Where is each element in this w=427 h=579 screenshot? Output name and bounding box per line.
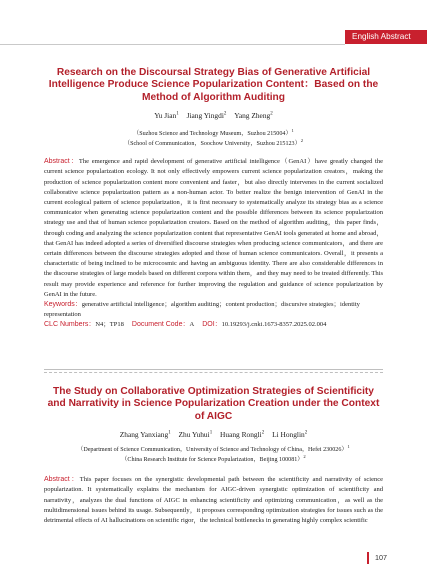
article-2 bbox=[44, 386, 383, 526]
article-2-authors bbox=[44, 430, 383, 440]
divider bbox=[44, 369, 383, 370]
abstract-label: Abstract： bbox=[44, 158, 79, 166]
doc-code-label: Document Code： bbox=[131, 321, 190, 329]
article-1-classification bbox=[44, 320, 383, 331]
author: Jiang Yingdi$^2$ bbox=[186, 111, 227, 121]
affiliation: （School of Communication，Soochow University，Suzhou 215123）$^2$ bbox=[123, 138, 303, 148]
author: Zhu Yuhui$^1$ bbox=[178, 430, 213, 440]
affiliation: （China Research Institute for Science Popularization，Beijing 100081）$^2$ bbox=[121, 454, 306, 464]
article-1-abstract bbox=[44, 157, 383, 300]
keywords-label: Keywords： bbox=[44, 301, 82, 309]
author: Yang Zheng$^2$ bbox=[234, 111, 273, 121]
affiliation: （Department of Science Communication，University of Science and Technology of China，Hefei 230026）$^1$ bbox=[77, 444, 350, 454]
doi-value: 10.19293/j.cnki.1673-8357.2025.02.004 bbox=[221, 321, 327, 329]
section-label: English Abstract bbox=[345, 30, 427, 44]
author: Zhang Yanxiang$^1$ bbox=[119, 430, 171, 440]
article-1-title: Research on the Discoursal Strategy Bias of Generative Artificial Intelligence Produce Science Popularization Content：Based on the Method of Algorithm Auditing bbox=[48, 67, 379, 103]
author: Li Honglin$^2$ bbox=[272, 430, 308, 440]
article-1 bbox=[44, 67, 383, 331]
abstract-text: This paper focuses on the synergistic developmental path between the scientificity and narrativity of science popularization. It systematically explains the mechanism for AIGC-driven synergistic optimization of scientificity and narrativity，analyzes the dual functions of AIGC in enhancing scientificity and optimizing communication，as well as the multidimensional issues behind its usage. Subsequently，it proposes corresponding optimization strategies for issues such as the detrimental effects of AI hallucinations on scientific rigor，the technical bottlenecks in generating highly complex scientific bbox=[44, 476, 384, 525]
article-2-title: The Study on Collaborative Optimization Strategies of Scientificity and Narrativity in Science Popularization Creation under the Context of AIGC bbox=[47, 386, 380, 422]
page-number: 107 bbox=[367, 552, 403, 564]
article-1-authors bbox=[44, 111, 383, 121]
article-2-abstract bbox=[44, 475, 383, 526]
abstract-text: The emergence and rapid development of generative artificial intelligence（GenAI）have greatly changed the current science popularization ecology. It not only effectively empowers current science popularization creators，making the production of science popularization content more convenient and faster，but also directly intervenes in the current socialized collaborative science popularization pattern as a non-human actor. To better realize the benign intervention of GenAI in the current ecological pattern of science popularization，it is first necessary to systematically analyze its strategy bias as a science communicator when generating science popularization content and the possible differences between its science popularization strategy use and that of human science popularization creators. Based on the method of algorithm auditing，this paper finds，through coding and analyzing the science popularization content that representative GenAI tools generated at home and abroad，that GenAI has indeed adopted a series of diversified discourse strategies when producing science communicators，and there are certain differences between the discourse strategies adopted and those of human science communicators. Overall，it presents a characteristic of being inclined to be microcosmic and having an ambiguous identity. There are also considerable differences in the discourse strategies of large models based on different corpora within them，and they may need to be treated differently. This result may provide experience and reference for further improving the regulation and guidance of science popularization by GenAI in the future. bbox=[44, 158, 383, 298]
clc-value: N4；TP18 bbox=[95, 321, 124, 329]
divider-dashed bbox=[44, 372, 383, 373]
header-rule bbox=[0, 44, 345, 45]
doc-code-value: A bbox=[189, 321, 195, 329]
doi-label: DOI： bbox=[202, 321, 222, 329]
keywords-text: generative artificial intelligence；algorithm auditing；content production；discursive strategies；identity representation bbox=[44, 301, 360, 319]
author: Yu Jian$^1$ bbox=[154, 111, 179, 121]
author: Huang Rongli$^2$ bbox=[220, 430, 265, 440]
affiliation: （Suzhou Science and Technology Museum，Suzhou 215004）$^1$ bbox=[133, 128, 294, 138]
abstract-label: Abstract： bbox=[44, 476, 80, 484]
article-1-keywords bbox=[44, 300, 383, 320]
clc-label: CLC Numbers： bbox=[44, 321, 96, 329]
